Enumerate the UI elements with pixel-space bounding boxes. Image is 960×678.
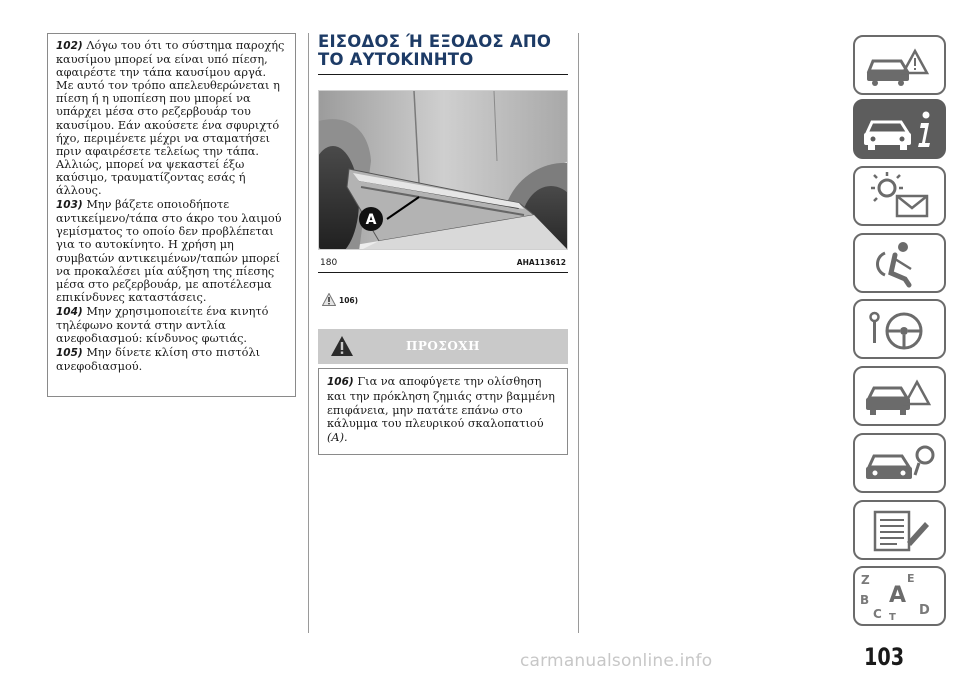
warning-text: Μην χρησιμοποιείτε ένα κινητό τηλέφωνο κοντά στην αντλία ανεφοδιασμού: κίνδυνος φωτιάς. bbox=[56, 304, 269, 346]
caution-number: 106) bbox=[327, 376, 354, 388]
page-number: 103 bbox=[864, 643, 905, 671]
car-info-icon bbox=[855, 101, 944, 157]
warning-number: 102) bbox=[56, 40, 83, 52]
column-divider bbox=[578, 33, 579, 633]
airbag-passenger-icon bbox=[855, 235, 944, 291]
svg-text:A: A bbox=[889, 583, 907, 608]
warning-text: Λόγω του ότι το σύστημα παροχής καυσίμου μπορεί να είναι υπό πίεση, αφαιρέστε την τάπα καυσίμου αργά. Με αυτό τον τρόπο απελευθερώνεται η πίεση ή η υποπίεση που μπορεί να υπάρχει μέσα στο ρεζερβουάρ του καυσίμου. Εάν ακούσετε ένα σφυριχτό ήχο, περιμένετε μέχρι να σταματήσει πριν αφαιρέσετε τελείως την τάπα. Αλλιώς, μπορεί να ψεκαστεί έξω καύσιμο, τραυματίζοντας εσάς ή άλλους. bbox=[56, 39, 285, 198]
caution-box bbox=[318, 368, 568, 455]
tab-car-warning[interactable] bbox=[853, 35, 946, 95]
caution-ref: (A). bbox=[327, 431, 348, 445]
section-title: ΕΙΣΟΔΟΣ Ή ΕΞΟΔΟΣ ΑΠΟ ΤΟ ΑΥΤΟΚΙΝΗΤΟ bbox=[318, 32, 552, 69]
watermark: carmanualsonline.info bbox=[520, 651, 713, 671]
warning-number: 103) bbox=[56, 199, 83, 212]
svg-text:T: T bbox=[889, 612, 896, 623]
caution-item bbox=[327, 375, 559, 445]
svg-text:Z: Z bbox=[861, 573, 870, 587]
figure-number: 180 bbox=[320, 258, 338, 268]
warning-item bbox=[56, 198, 287, 304]
callout-label: A bbox=[365, 212, 377, 228]
reference-number: 106) bbox=[339, 296, 359, 305]
tab-starting-driving[interactable] bbox=[853, 299, 946, 359]
figure-rule bbox=[318, 272, 568, 273]
column-divider bbox=[308, 33, 309, 633]
vehicle-side-step-illustration bbox=[319, 91, 568, 250]
car-emergency-icon bbox=[855, 368, 944, 424]
section-header bbox=[318, 33, 568, 75]
warning-text: Μην βάζετε οποιοδήποτε αντικείμενο/τάπα στο άκρο του λαιμού γεμίσματος το οποίο δεν προβλέπεται για το αυτοκίνητο. Η χρήση μη συμβατών αντικειμένων/ταπών μπορεί να προκαλέσει μία αύξηση της πίεσης μέσα στο ρεζερβουάρ, με αποτέλεσμα επικίνδυνες καταστάσεις. bbox=[56, 198, 282, 304]
caution-reference bbox=[322, 292, 382, 308]
warning-number: 104) bbox=[56, 305, 83, 318]
figure-caption bbox=[318, 258, 568, 270]
warning-item bbox=[56, 346, 287, 373]
warning-lights-message-icon bbox=[855, 168, 944, 224]
car-warning-icon bbox=[855, 37, 944, 93]
tab-car-info[interactable] bbox=[853, 99, 946, 159]
svg-text:D: D bbox=[919, 603, 930, 618]
tab-technical-data[interactable] bbox=[853, 500, 946, 560]
caution-text: Για να αποφύγετε την ολίσθηση και την πρόκληση ζημιάς στην βαμμένη επιφάνεια, μην πατάτε επάνω στο κάλυμμα του πλευρικού σκαλοπατιού bbox=[327, 375, 555, 431]
tab-safety[interactable] bbox=[853, 233, 946, 293]
caution-header bbox=[318, 329, 568, 364]
car-service-icon bbox=[855, 435, 944, 491]
index-letters-icon bbox=[855, 568, 944, 624]
svg-text:B: B bbox=[860, 593, 870, 607]
svg-text:E: E bbox=[907, 572, 915, 585]
maintenance-checklist-icon bbox=[855, 502, 944, 558]
caution-title: ΠΡΟΣΟΧΗ bbox=[406, 339, 480, 353]
warning-item bbox=[56, 39, 287, 197]
figure-code: AHA113612 bbox=[516, 258, 566, 267]
steering-wheel-key-icon bbox=[855, 301, 944, 357]
warning-item bbox=[56, 305, 287, 345]
tab-emergency[interactable] bbox=[853, 366, 946, 426]
running-board-figure bbox=[318, 90, 568, 250]
warning-triangle-icon bbox=[322, 293, 336, 306]
title-rule bbox=[318, 74, 568, 75]
svg-text:C: C bbox=[873, 607, 882, 621]
warning-text: Μην δίνετε κλίση στο πιστόλι ανεφοδιασμού. bbox=[56, 346, 261, 374]
tab-warning-lights[interactable] bbox=[853, 166, 946, 226]
tab-maintenance[interactable] bbox=[853, 433, 946, 493]
warnings-box bbox=[47, 33, 296, 397]
tab-index[interactable] bbox=[853, 566, 946, 626]
warning-number: 105) bbox=[56, 347, 83, 360]
